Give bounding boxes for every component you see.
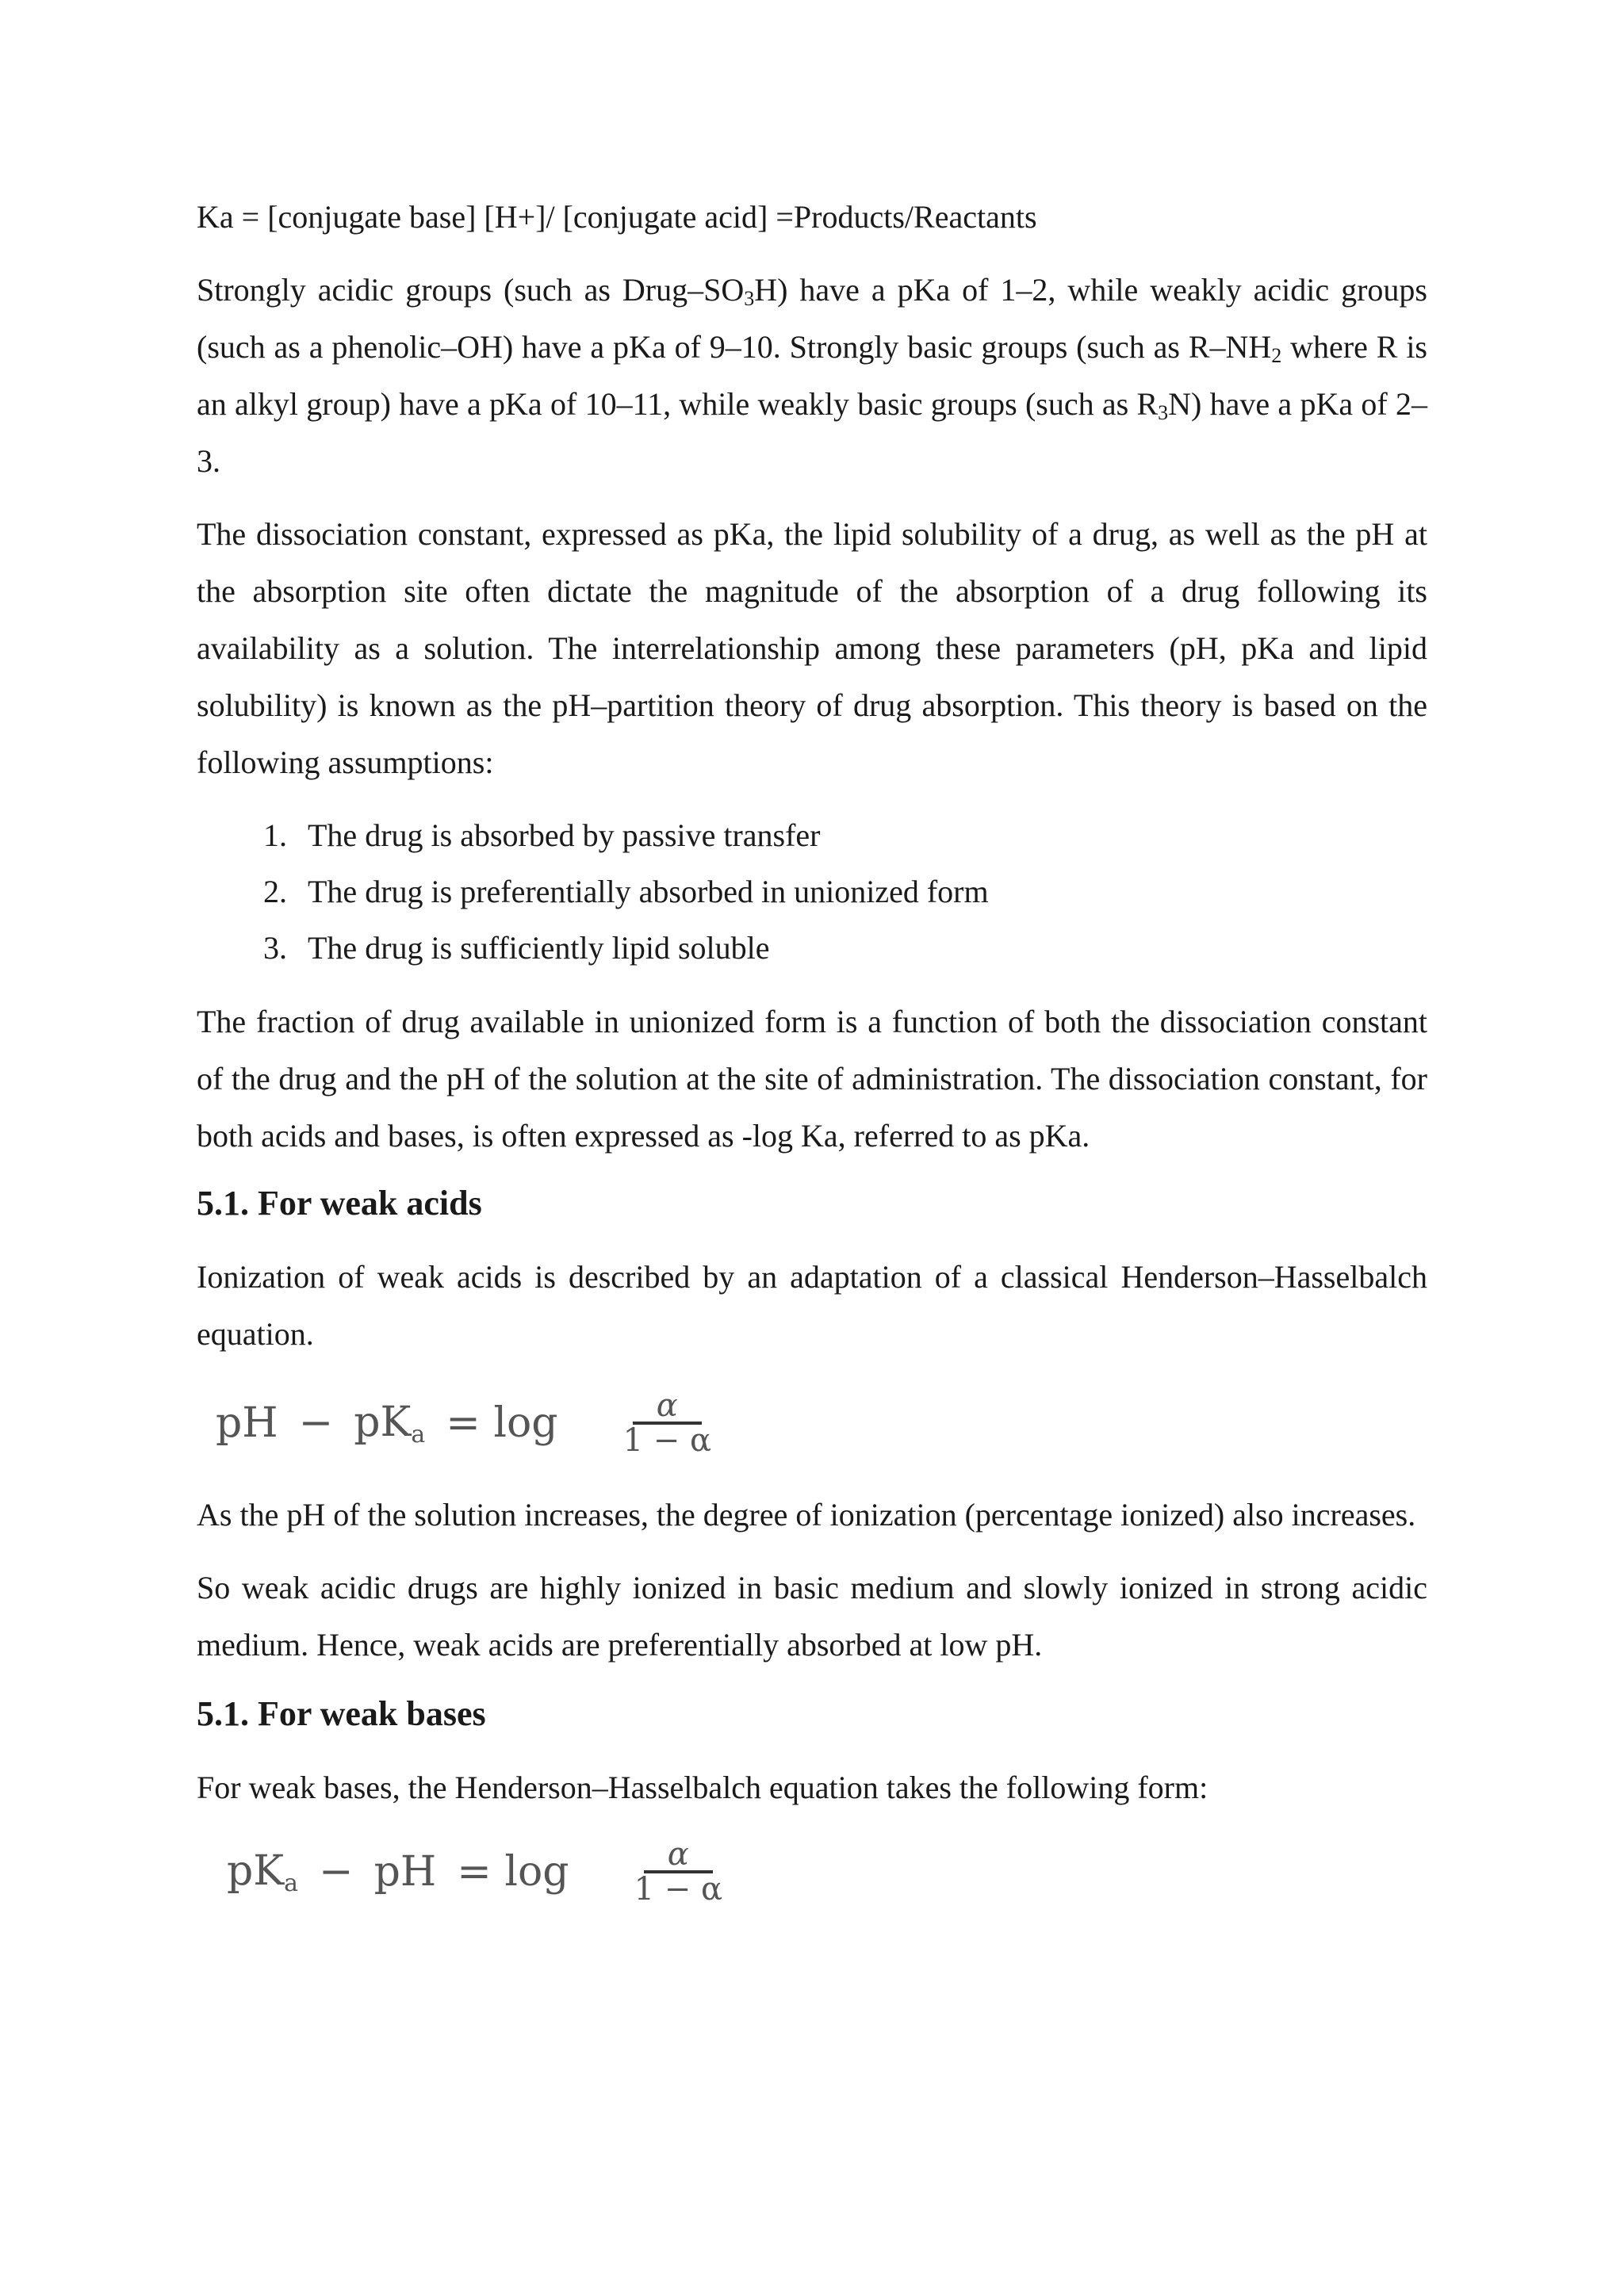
text-run: H) have a pKa of 1–2, while weakly acidic groups (such as a phenolic–OH) have a pKa of 9–10. Strongly basic groups (such as R–NH	[197, 272, 1427, 365]
pka-groups-paragraph	[197, 262, 1427, 490]
ph-partition-paragraph: The dissociation constant, expressed as pKa, the lipid solubility of a drug, as well as the pH at the absorption site often dictate the magnitude of the absorption of a drug following its availability as a solution. The interrelationship among these parameters (pH, pKa and lipid solubility) is known as the pH–partition theory of drug absorption. This theory is based on the following assumptions:	[197, 516, 1427, 780]
weak-acid-absorption-paragraph: So weak acidic drugs are highly ionized in basic medium and slowly ionized in strong acidic medium. Hence, weak acids are preferentially absorbed at low pH.	[197, 1570, 1427, 1663]
eq-operator: = log	[446, 1399, 558, 1447]
ka-formula: Ka = [conjugate base] [H+]/ [conjugate acid] =Products/Reactants	[197, 199, 1037, 235]
section-heading-weak-bases: 5.1. For weak bases	[197, 1694, 486, 1733]
eq-fraction	[611, 1836, 746, 1908]
document-body	[197, 189, 1427, 1908]
ionization-increase-paragraph: As the pH of the solution increases, the degree of ionization (percentage ionized) also increases.	[197, 1497, 1416, 1533]
text-run: N) have a pKa of 2–3.	[197, 386, 1427, 479]
list-item: 1. The drug is absorbed by passive transfer	[295, 807, 1427, 863]
text-run: where R is an alkyl group) have a pKa of 10–11, while weakly basic groups (such as R	[197, 329, 1427, 422]
eq-denominator: 1 − α	[622, 1422, 711, 1459]
eq-subscript: a	[411, 1420, 426, 1448]
assumptions-list	[197, 807, 1427, 976]
subscript: 2	[1271, 344, 1282, 367]
eq-fraction	[599, 1387, 735, 1459]
subscript: 3	[1158, 401, 1169, 424]
equation-weak-bases	[227, 1836, 1427, 1908]
eq-subscript: a	[284, 1869, 299, 1897]
eq-operator: −	[298, 1399, 334, 1447]
eq-numerator: α	[644, 1839, 713, 1873]
eq-term	[227, 1847, 298, 1897]
eq-term: pH	[216, 1399, 278, 1447]
eq-term	[354, 1399, 425, 1448]
subscript: 3	[744, 287, 755, 310]
eq-term-main: pK	[354, 1398, 412, 1446]
eq-operator: = log	[457, 1848, 569, 1896]
eq-term: pH	[373, 1848, 437, 1896]
eq-term-main: pK	[227, 1846, 285, 1895]
weak-bases-intro-paragraph: For weak bases, the Henderson–Hasselbalch equation takes the following form:	[197, 1770, 1208, 1805]
eq-numerator: α	[633, 1390, 702, 1425]
list-item: 2. The drug is preferentially absorbed in unionized form	[295, 863, 1427, 920]
eq-operator: −	[319, 1848, 354, 1896]
unionized-fraction-paragraph: The fraction of drug available in unionized form is a function of both the dissociation constant of the drug and the pH of the solution at the site of administration. The dissociation constant, for both acids and bases, is often expressed as -log Ka, referred to as pKa.	[197, 1004, 1427, 1154]
equation-weak-acids	[216, 1387, 1427, 1459]
eq-denominator: 1 − α	[634, 1871, 722, 1908]
list-item: 3. The drug is sufficiently lipid soluble	[295, 920, 1427, 976]
text-run: Strongly acidic groups (such as Drug–SO	[197, 272, 745, 308]
weak-acids-intro-paragraph: Ionization of weak acids is described by an adaptation of a classical Henderson–Hasselbalch equation.	[197, 1259, 1427, 1352]
section-heading-weak-acids: 5.1. For weak acids	[197, 1184, 482, 1223]
